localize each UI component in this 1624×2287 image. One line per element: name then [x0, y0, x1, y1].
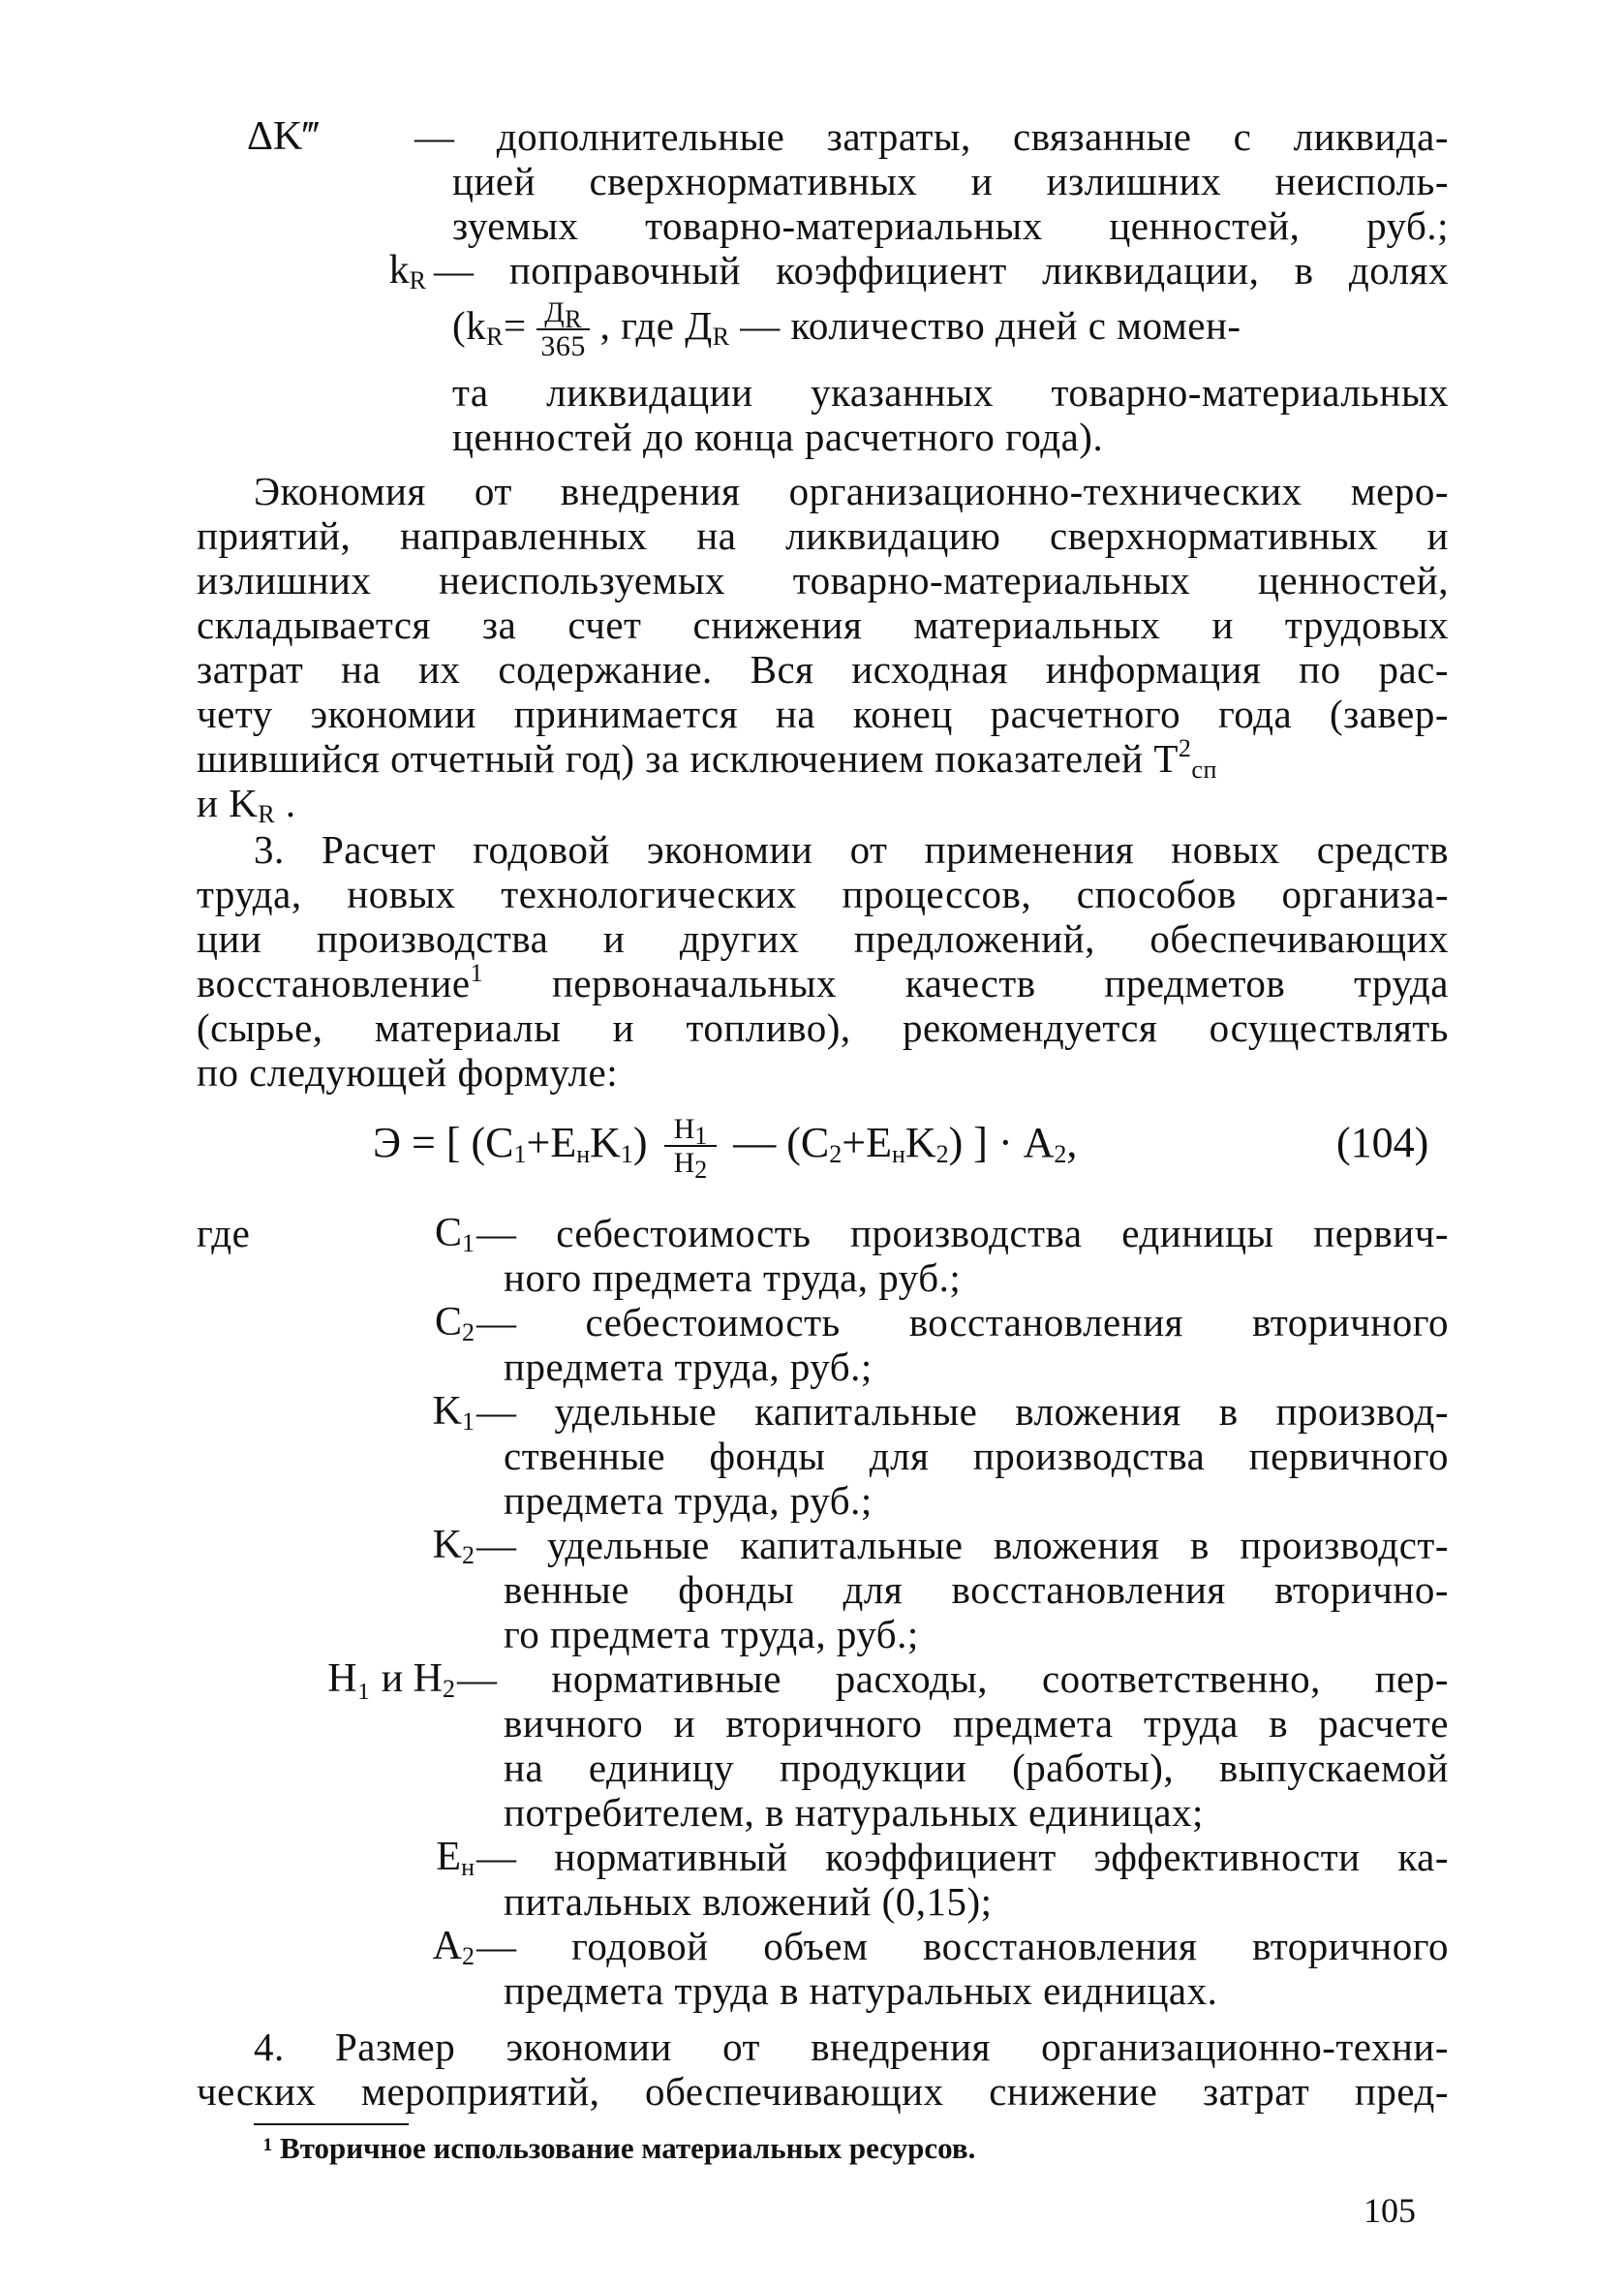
- definition-line: — нормативный коэффициент эффективности ка-: [476, 1835, 1449, 1879]
- f-close: ) ] · A: [948, 1119, 1055, 1166]
- symbol-k2: [329, 1523, 475, 1567]
- para-sub: R: [258, 800, 276, 828]
- formula-fraction: [664, 1112, 718, 1184]
- sym-text: K: [432, 1523, 462, 1567]
- symbol-a2: [329, 1924, 475, 1968]
- footnote-text: Вторичное использование материальных ресурсов.: [272, 2131, 976, 2165]
- kr-fraction-numerator: [536, 295, 590, 333]
- kr-rest2: — количество дней с момен-: [729, 303, 1241, 348]
- paragraph-line: 4. Размер экономии от внедрения организационно-техни-: [254, 2024, 1449, 2069]
- definition-line: питальных вложений (0,15);: [504, 1879, 993, 1924]
- f-sub: 1: [620, 1140, 633, 1168]
- kr-rest: , где Д: [599, 303, 713, 348]
- f-sub: 1: [513, 1140, 527, 1168]
- definition-line: венные фонды для восстановления вторично-: [504, 1567, 1449, 1612]
- paragraph-line: затрат на их содержание. Вся исходная информация по рас-: [197, 647, 1449, 692]
- sym-sub: 1: [462, 1407, 475, 1436]
- kr-eq: =: [504, 303, 527, 348]
- paragraph-line: приятий, направленных на ликвидацию сверхнормативных и: [197, 513, 1449, 558]
- num-sub: 1: [694, 1121, 708, 1150]
- definition-line: на единицу продукции (работы), выпускаемой: [504, 1746, 1449, 1790]
- paragraph-line: [197, 734, 1449, 784]
- para-sup: 2: [1178, 734, 1192, 762]
- definition-line: предмета труда в натуральных еидницах.: [504, 1968, 1218, 2013]
- kr-fraction-denominator: 365: [540, 329, 586, 362]
- sym-sub: н: [461, 1853, 475, 1881]
- kr-fraction: [536, 297, 590, 363]
- formula-denominator: [664, 1146, 718, 1184]
- num-text: H: [673, 1112, 695, 1145]
- symbol-k1: [329, 1389, 475, 1434]
- paragraph-line: чету экономии принимается на конец расчетного года (завер-: [197, 692, 1449, 736]
- paragraph-line: (сырье, материалы и топливо), рекомендуется осуществлять: [197, 1005, 1449, 1050]
- paragraph-line: труда, новых технологических процессов, способов организа-: [197, 872, 1449, 916]
- symbol-text: k: [388, 248, 410, 293]
- f-close: ): [632, 1119, 648, 1166]
- definition-line: — поправочный коэффициент ликвидации, в долях: [434, 248, 1449, 293]
- sym-text: C: [434, 1300, 462, 1344]
- f-plus: +E: [842, 1119, 892, 1166]
- footnote-ref: 1: [470, 959, 484, 987]
- para-text: восстановление: [197, 961, 471, 1005]
- kr-open: (k: [452, 303, 487, 348]
- definition-line: — нормативные расходы, соответственно, пер-: [457, 1656, 1449, 1701]
- sym-text: K: [432, 1389, 462, 1434]
- footnote-mark: ¹: [263, 2131, 273, 2165]
- symbol-c2: [329, 1300, 475, 1344]
- paragraph-line: 3. Расчет годовой экономии от применения новых средств: [254, 827, 1449, 872]
- paragraph-line: излишних неиспользуемых товарно-материальных ценностей,: [197, 558, 1449, 603]
- kr-sub: R: [486, 323, 504, 351]
- symbol-k-r: [329, 248, 426, 293]
- definition-line: — удельные капитальные вложения в производ-: [476, 1389, 1449, 1434]
- sym-text: H₁ и H: [327, 1656, 443, 1701]
- definition-line: потребителем, в натуральных единицах;: [504, 1790, 1204, 1835]
- f-k: K: [590, 1119, 621, 1166]
- f-k: K: [904, 1119, 936, 1166]
- para-sub: сп: [1191, 756, 1217, 784]
- paragraph-line: ческих мероприятий, обеспечивающих снижение затрат пред-: [197, 2069, 1449, 2114]
- sym-sub: 2: [443, 1675, 455, 1703]
- definition-line: — себестоимость восстановления вторичного: [476, 1300, 1449, 1344]
- para-text: и K: [197, 781, 259, 825]
- sym-text: E: [436, 1835, 462, 1879]
- kr-rest-sub: R: [712, 323, 730, 351]
- den-sub: 2: [694, 1155, 708, 1184]
- sym-text: C: [434, 1211, 462, 1255]
- f-sub: 2: [829, 1140, 843, 1168]
- definition-line: ственные фонды для производства первичного: [504, 1434, 1449, 1478]
- symbol-delta-k: ΔK‴: [247, 114, 320, 159]
- symbol-en: [329, 1835, 475, 1879]
- den-text: H: [673, 1146, 695, 1179]
- f-sub: 2: [1054, 1140, 1067, 1168]
- f-sub: н: [576, 1140, 591, 1168]
- sym-sub: 1: [462, 1229, 475, 1257]
- symbol-subscript: R: [409, 266, 426, 294]
- definition-line: — удельные капитальные вложения в производст-: [476, 1523, 1449, 1567]
- para-text: первоначальных качеств предметов труда: [483, 961, 1449, 1005]
- definition-line: — себестоимость производства единицы первич-: [476, 1211, 1449, 1255]
- symbol-c1: [329, 1211, 475, 1255]
- formula-104: [373, 1099, 1077, 1187]
- footnote-rule: [254, 2123, 409, 2125]
- num-text: Д: [544, 295, 566, 328]
- definition-line: предмета труда, руб.;: [504, 1478, 873, 1523]
- para-text: шившийся отчетный год) за исключением показателей Т: [197, 736, 1179, 781]
- f-plus: +E: [526, 1119, 577, 1166]
- paragraph-line: складывается за счет снижения материальных и трудовых: [197, 603, 1449, 647]
- f-lhs: Э = [ (C: [373, 1119, 514, 1166]
- definition-line: — годовой объем восстановления вторичного: [476, 1924, 1449, 1968]
- footnote: [263, 2131, 975, 2166]
- paragraph-line: Экономия от внедрения организационно-технических меро-: [254, 469, 1449, 513]
- num-sub: R: [565, 304, 583, 333]
- kr-formula-line: [452, 287, 1449, 364]
- definition-line: вичного и вторичного предмета труда в расчете: [504, 1701, 1449, 1746]
- paragraph-line: по следующей формуле:: [197, 1050, 619, 1095]
- symbol-h1-h2: [242, 1656, 455, 1701]
- where-label: где: [197, 1211, 251, 1255]
- sym-sub: 2: [462, 1942, 475, 1970]
- definition-line: ценностей до конца расчетного года).: [452, 415, 1104, 459]
- paragraph-line: [197, 781, 296, 828]
- definition-line: — дополнительные затраты, связанные с ликвида-: [414, 114, 1449, 159]
- formula-numerator: [664, 1112, 718, 1150]
- definition-line: го предмета труда, руб.;: [504, 1612, 919, 1656]
- definition-line: та ликвидации указанных товарно-материальных: [452, 370, 1449, 415]
- definition-line: ного предмета труда, руб.;: [504, 1255, 962, 1300]
- sym-text: A: [432, 1924, 462, 1968]
- para-tail: .: [275, 781, 296, 825]
- sym-sub: 2: [462, 1541, 475, 1569]
- definition-line: зуемых товарно-материальных ценностей, руб.;: [452, 203, 1449, 248]
- paragraph-line: ции производства и других предложений, обеспечивающих: [197, 916, 1449, 961]
- formula-number: (104): [1336, 1119, 1429, 1166]
- paragraph-line: [197, 961, 1449, 1005]
- f-sub: н: [891, 1140, 905, 1168]
- definition-line: предмета труда, руб.;: [504, 1344, 873, 1389]
- definition-line: цией сверхнормативных и излишних неисполь-: [452, 159, 1449, 203]
- sym-sub: 2: [462, 1318, 475, 1346]
- f-sub: 2: [935, 1140, 949, 1168]
- page-number: 105: [1364, 2191, 1416, 2230]
- f-end: ,: [1066, 1119, 1078, 1166]
- f-rhs: — (C: [733, 1119, 830, 1166]
